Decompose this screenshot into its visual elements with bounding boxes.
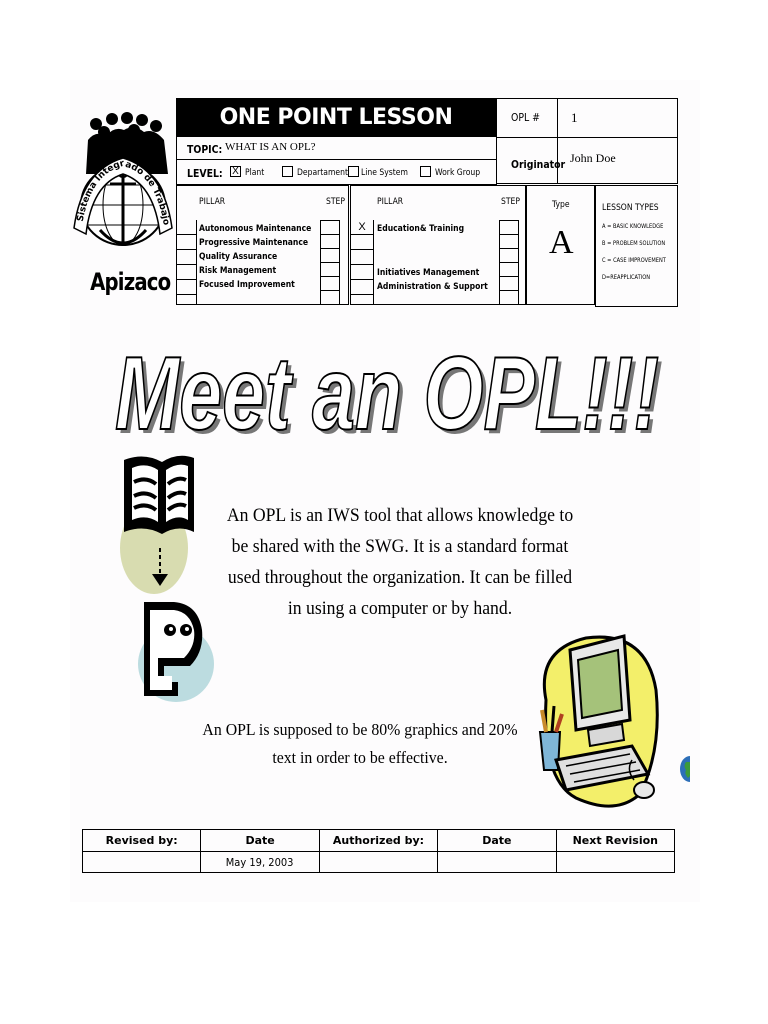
step-right-header: STEP <box>501 197 520 207</box>
computer-illustration <box>536 630 662 812</box>
revised-by-cell[interactable] <box>83 852 201 873</box>
paragraph-line: in using a computer or by hand. <box>287 598 513 619</box>
step-left-header: STEP <box>326 197 345 207</box>
pillar-progressive-maintenance: Progressive Maintenance <box>199 238 309 248</box>
authorized-by-header: Authorized by: <box>319 830 437 852</box>
pillar-risk-management: Risk Management <box>199 266 277 276</box>
lesson-types-header: LESSON TYPES <box>602 203 659 213</box>
globe-icon <box>680 756 690 782</box>
opl-number-label-cell <box>496 98 558 138</box>
date-cell[interactable] <box>201 852 319 873</box>
date-header: Date <box>438 830 556 852</box>
revision-table <box>82 829 675 873</box>
logo-city-name: Apizaco <box>90 268 171 296</box>
pillar-right-check-column <box>351 220 374 304</box>
revised-by-header: Revised by: <box>83 830 201 852</box>
pillar-left-block <box>176 185 349 305</box>
authorized-date-cell[interactable] <box>438 852 556 873</box>
topic-row <box>176 136 497 160</box>
next-revision-cell[interactable] <box>556 852 674 873</box>
opl-number-value-cell[interactable] <box>557 98 678 138</box>
lesson-type-a: A = BASIC KNOWLEDGE <box>602 223 664 230</box>
type-label: Type <box>552 200 570 210</box>
revision-value-row <box>83 852 675 873</box>
level-department-checkbox[interactable] <box>282 166 293 177</box>
lesson-type-c: C = CASE IMPROVEMENT <box>602 257 666 264</box>
type-block <box>526 185 595 305</box>
level-label: LEVEL: <box>187 167 223 180</box>
headline-shadow: Meet an OPL!!! <box>119 340 663 448</box>
paragraph-line: An OPL is an IWS tool that allows knowledge to <box>226 505 574 526</box>
pillar-focused-improvement: Focused Improvement <box>199 280 295 290</box>
level-plant-label: Plant <box>245 168 265 178</box>
opl-number-label: OPL # <box>511 111 541 124</box>
level-plant-checkbox[interactable]: X <box>230 166 241 177</box>
level-line-system-checkbox[interactable] <box>348 166 359 177</box>
step-left-column <box>320 220 340 305</box>
opl-number-value: 1 <box>571 110 578 125</box>
headline-text: Meet an OPL!!! <box>115 338 659 448</box>
main-paragraph <box>223 500 576 624</box>
level-department-label: Departament <box>297 168 348 178</box>
level-work-group-label: Work Group <box>435 168 481 178</box>
next-revision-header: Next Revision <box>556 830 674 852</box>
graphics-note <box>202 716 518 772</box>
headline <box>112 338 672 448</box>
monitor-icon <box>570 636 630 746</box>
authorized-by-cell[interactable] <box>319 852 437 873</box>
revision-header-row <box>83 830 675 852</box>
pillar-right-block <box>350 185 526 305</box>
pillar-quality-assurance: Quality Assurance <box>199 252 278 262</box>
originator-value-cell[interactable] <box>557 137 678 184</box>
level-row <box>176 159 497 185</box>
logo-ring-text: Sistema Integrado de Trabajo <box>75 158 171 226</box>
lesson-types-block <box>595 185 678 307</box>
pillar-left-header: PILLAR <box>199 197 226 207</box>
book-icon <box>124 456 194 534</box>
pillar-left-check-column <box>177 220 197 304</box>
education-training-check[interactable]: X <box>351 220 373 235</box>
lesson-title-bar: ONE POINT LESSON <box>176 98 496 136</box>
date-header: Date <box>201 830 319 852</box>
lesson-type-b: B = PROBLEM SOLUTION <box>602 240 666 247</box>
step-right-column <box>499 220 519 305</box>
book-thinker-illustration <box>118 452 218 720</box>
pillar-autonomous-maintenance: Autonomous Maintenance <box>199 224 312 234</box>
paragraph-line: used throughout the organization. It can be filled <box>227 567 573 588</box>
pillar-right-header: PILLAR <box>377 197 404 207</box>
paragraph-line: be shared with the SWG. It is a standard format <box>231 536 569 557</box>
topic-value[interactable]: WHAT IS AN OPL? <box>225 141 316 153</box>
note-line: An OPL is supposed to be 80% graphics and 20% <box>202 720 518 739</box>
originator-value: John Doe <box>570 151 616 165</box>
note-line: text in order to be effective. <box>272 748 448 767</box>
topic-label: TOPIC: <box>187 143 223 156</box>
originator-label: Originator <box>511 158 566 171</box>
pillar-initiatives-management: Initiatives Management <box>377 268 480 278</box>
pillar-administration-support: Administration & Support <box>377 282 488 292</box>
pillar-education-training: Education& Training <box>377 224 465 234</box>
type-value[interactable]: A <box>549 224 574 261</box>
originator-label-cell <box>496 137 566 184</box>
lesson-type-d: D=REAPPLICATION <box>602 274 651 281</box>
date-value: May 19, 2003 <box>226 856 294 869</box>
level-work-group-checkbox[interactable] <box>420 166 431 177</box>
level-line-system-label: Line System <box>361 168 408 178</box>
